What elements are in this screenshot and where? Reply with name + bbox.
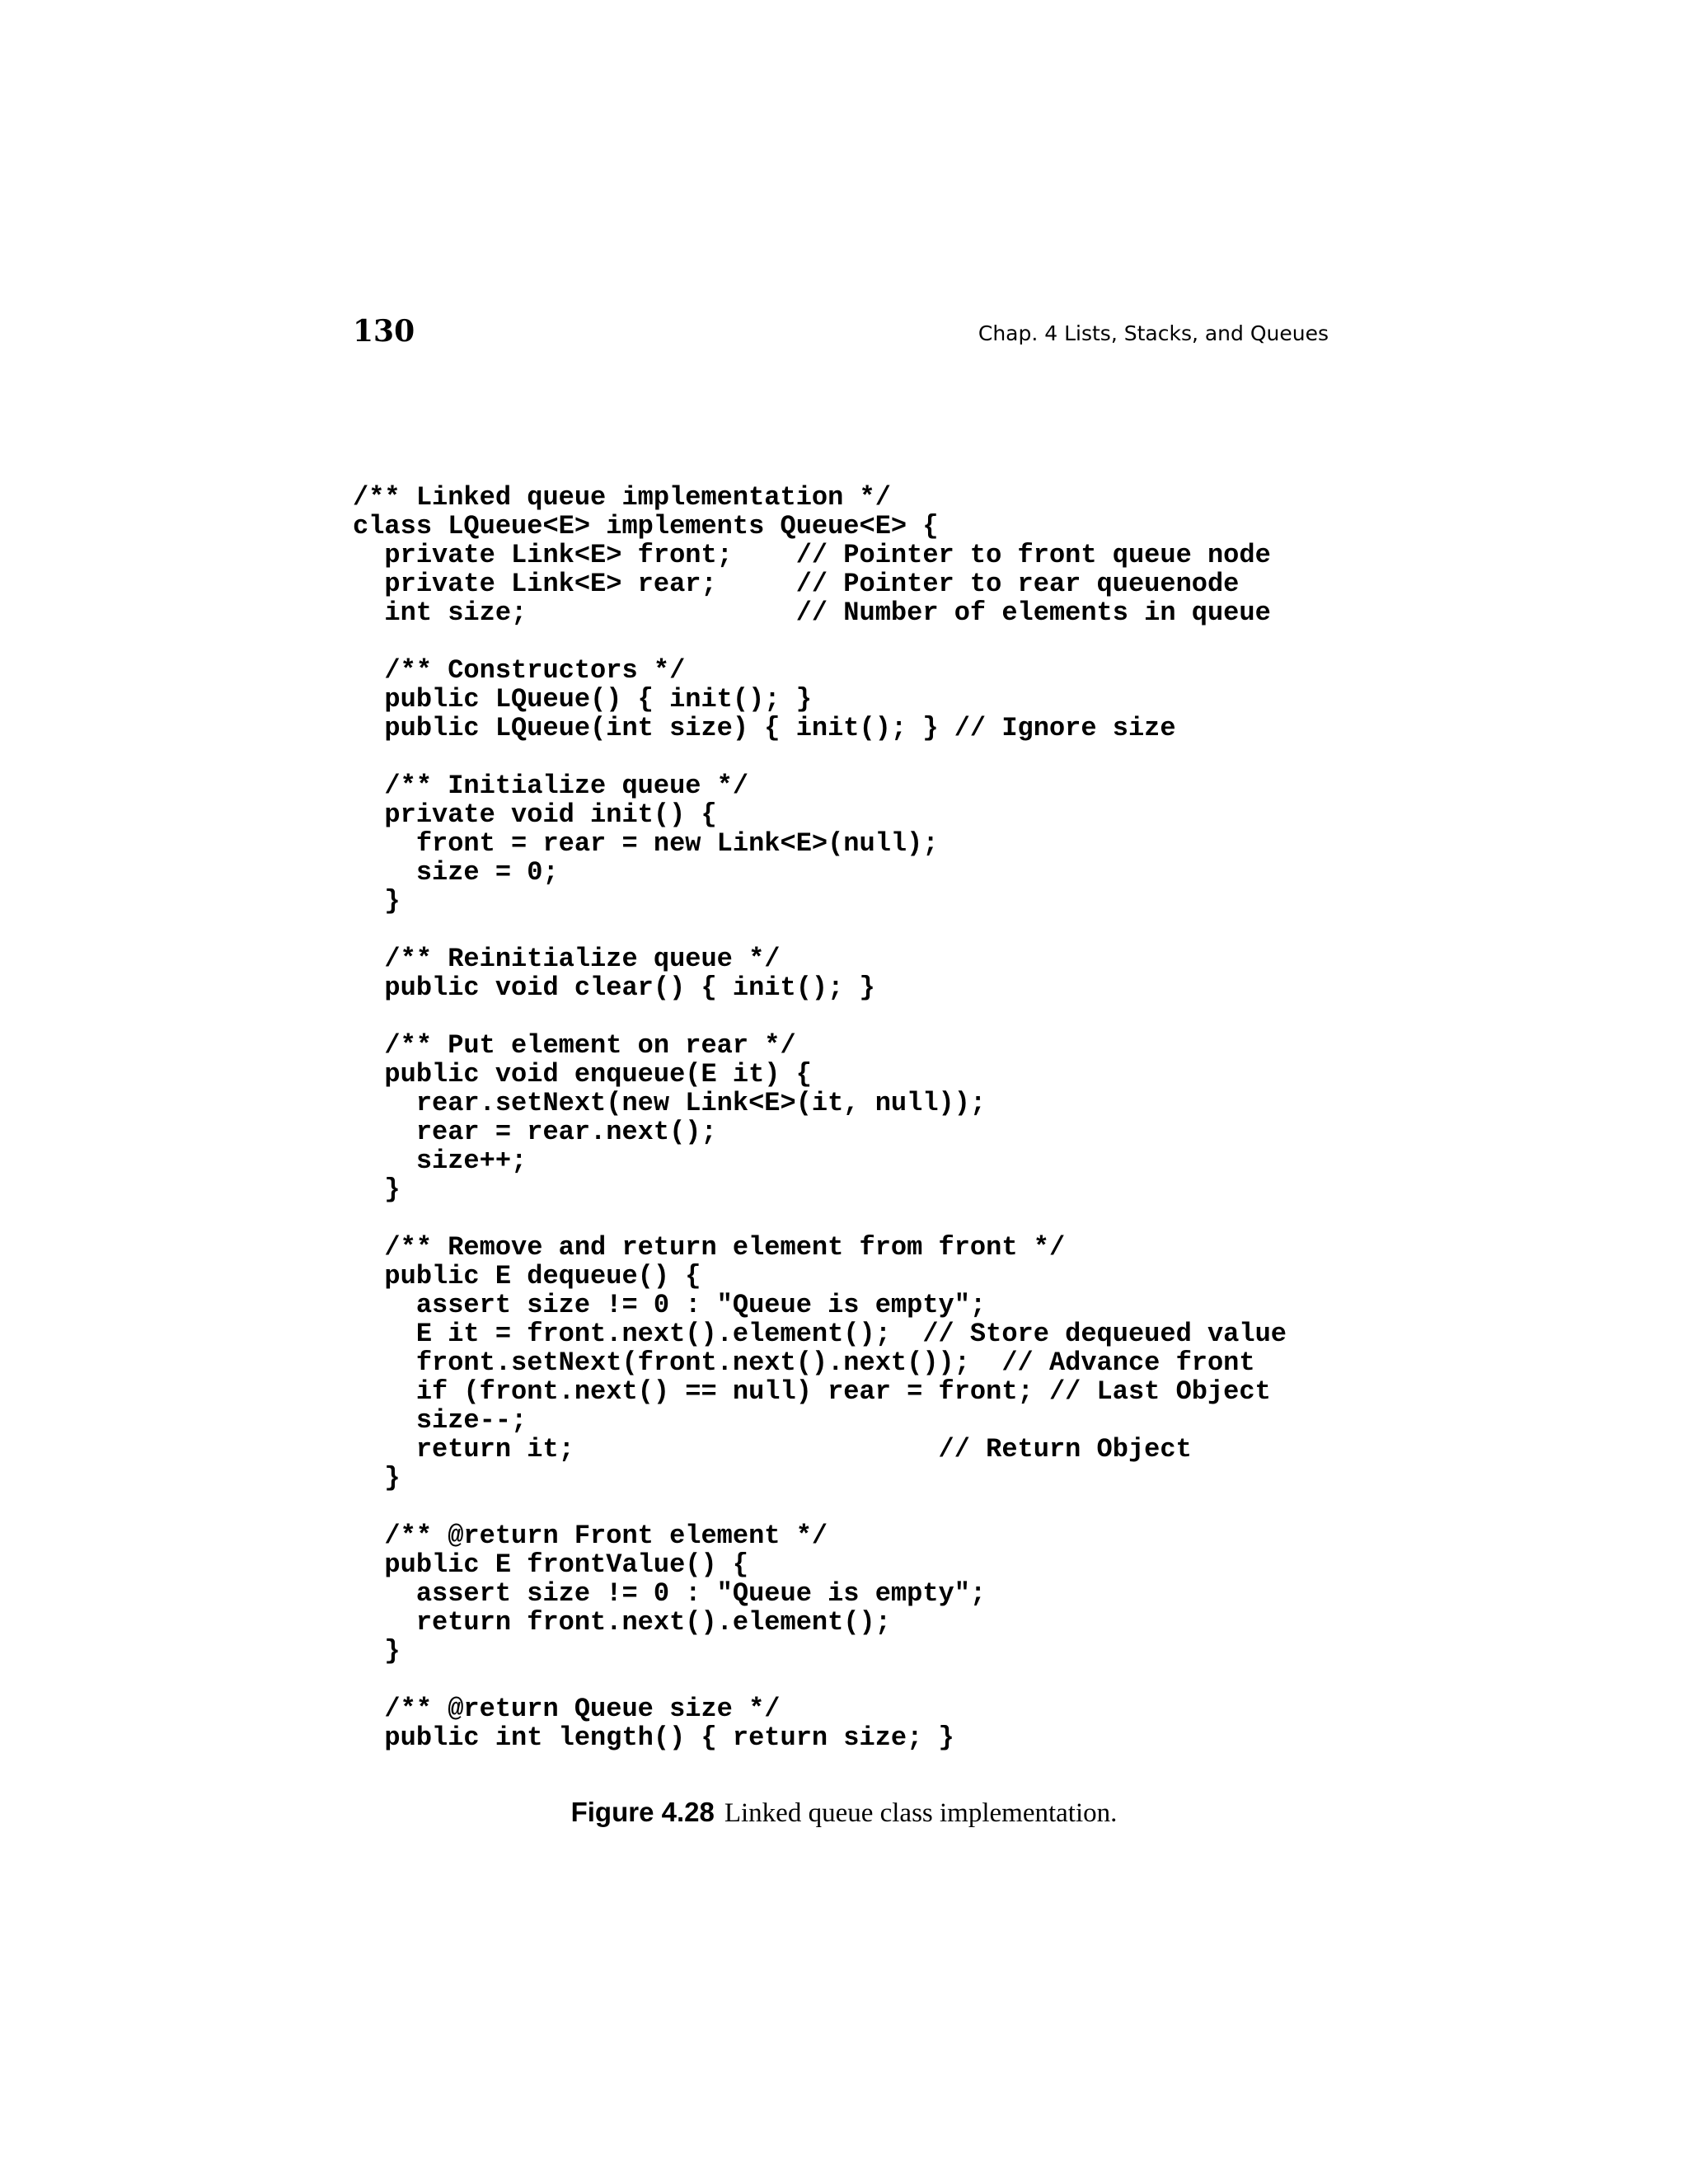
figure-caption-text: Linked queue class implementation. — [724, 1798, 1118, 1828]
code-line: front = rear = new Link<E>(null); — [353, 828, 939, 859]
code-line: rear.setNext(new Link<E>(it, null)); — [353, 1088, 987, 1118]
code-line — [353, 1204, 1287, 1233]
code-line: size--; — [353, 1405, 528, 1436]
code-line: rear = rear.next(); — [353, 1117, 717, 1147]
code-line: private void init() { — [353, 799, 717, 830]
code-line: /** @return Queue size */ — [353, 1694, 781, 1724]
code-line: assert size != 0 : "Queue is empty"; — [353, 1578, 987, 1609]
code-line — [353, 916, 1287, 944]
code-line — [353, 627, 1287, 656]
code-line: /** Reinitialize queue */ — [353, 944, 781, 974]
code-line — [353, 743, 1287, 771]
code-line: public void clear() { init(); } — [353, 972, 875, 1003]
code-line: private Link<E> rear; // Pointer to rear queuenode — [353, 569, 1240, 599]
code-line — [353, 1493, 1287, 1521]
code-line: /** Put element on rear */ — [353, 1030, 796, 1061]
code-line: private Link<E> front; // Pointer to front queue node — [353, 540, 1271, 570]
code-line: public LQueue() { init(); } — [353, 684, 812, 715]
code-line: /** Initialize queue */ — [353, 771, 749, 801]
running-header: Chap. 4 Lists, Stacks, and Queues — [978, 321, 1329, 345]
code-line: size++; — [353, 1146, 528, 1176]
code-line: public void enqueue(E it) { — [353, 1059, 812, 1090]
code-line: } — [353, 1636, 401, 1666]
page-number: 130 — [353, 314, 415, 349]
code-line: public LQueue(int size) { init(); } // Ignore size — [353, 713, 1176, 743]
code-line — [353, 1002, 1287, 1031]
code-line: /** Linked queue implementation */ — [353, 482, 891, 513]
code-line: assert size != 0 : "Queue is empty"; — [353, 1290, 987, 1320]
code-line: } — [353, 1174, 401, 1205]
code-line: /** Remove and return element from front */ — [353, 1232, 1066, 1263]
code-line: public E frontValue() { — [353, 1549, 749, 1580]
code-line: int size; // Number of elements in queue — [353, 598, 1271, 628]
code-listing — [353, 483, 1287, 1752]
code-line: } — [353, 886, 401, 916]
code-line: } — [353, 1463, 401, 1493]
code-line: front.setNext(front.next().next()); // Advance front — [353, 1347, 1255, 1378]
code-line: size = 0; — [353, 857, 559, 888]
code-line: public int length() { return size; } — [353, 1722, 954, 1753]
code-line: return it; // Return Object — [353, 1434, 1192, 1465]
figure-caption — [0, 1795, 1688, 1830]
code-line: return front.next().element(); — [353, 1607, 891, 1638]
figure-label: Figure 4.28 — [570, 1797, 715, 1827]
code-line: public E dequeue() { — [353, 1261, 701, 1291]
code-line: /** @return Front element */ — [353, 1521, 828, 1551]
code-line — [353, 1666, 1287, 1694]
code-line: class LQueue<E> implements Queue<E> { — [353, 511, 939, 541]
code-line: /** Constructors */ — [353, 655, 686, 686]
code-line: E it = front.next().element(); // Store dequeued value — [353, 1319, 1287, 1349]
code-line: if (front.next() == null) rear = front; // Last Object — [353, 1376, 1271, 1407]
